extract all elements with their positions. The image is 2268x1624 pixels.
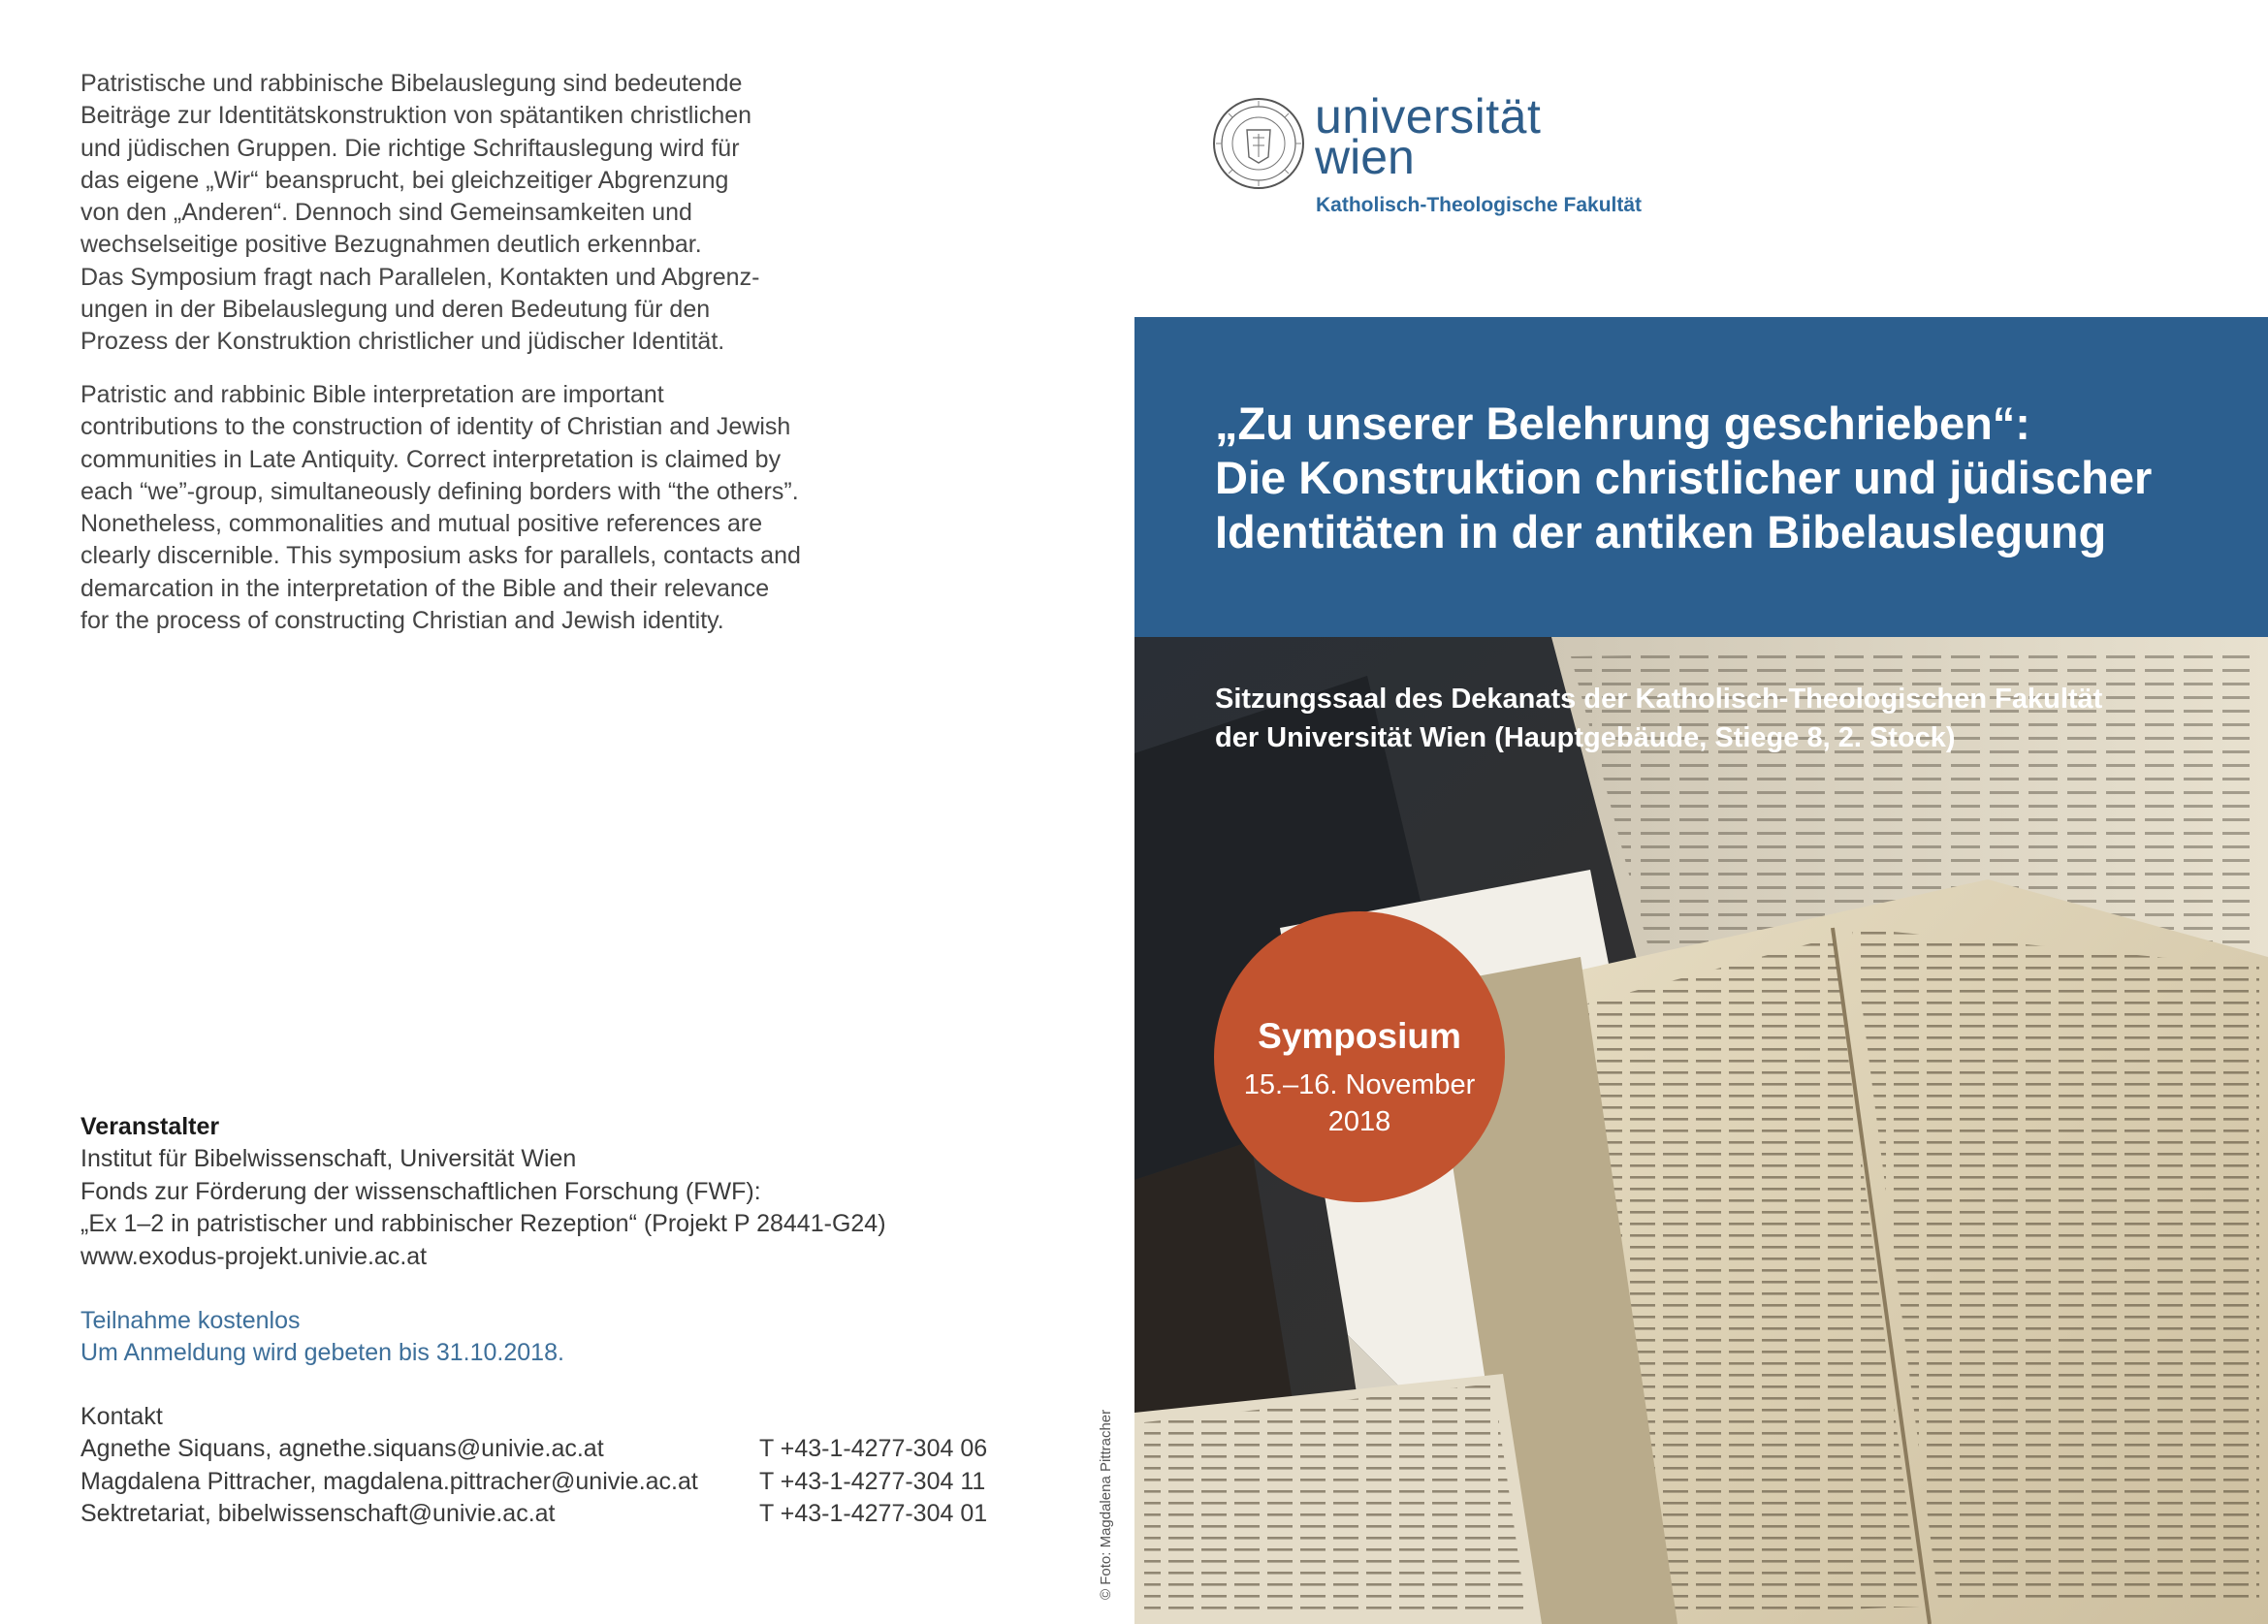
title-line: Identitäten in der antiken Bibelauslegung (1215, 506, 2107, 557)
registration-block (80, 1305, 564, 1370)
contact-phone: T +43-1-4277-304 11 (759, 1467, 986, 1495)
contact-phone: T +43-1-4277-304 06 (759, 1435, 988, 1463)
organizer-title: Veranstalter (80, 1113, 220, 1140)
intro-english: Patristic and rabbinic Bible interpretation are important contributions to the construction of identity of Christian and Jewish communities in Late Antiquity. Correct interpretation is claimed by each “we”-group, simultaneously defining borders with “the others”. Nonetheless, commonalities and mutual positive references are clearly discernible. This symposium asks for parallels, contacts and demarcation in the interpretation of the Bible and their relevance for the process of constructing Christian and Jewish identity. (80, 381, 801, 635)
organizer-line: „Ex 1–2 in patristischer und rabbinischer Rezeption“ (Projekt P 28441-G24) (80, 1210, 886, 1238)
venue-line: Sitzungssaal des Dekanats der Katholisch-Theologischen Fakultät (1215, 684, 2103, 715)
contact-name-email[interactable]: Agnethe Siquans, agnethe.siquans@univie.ac.at (80, 1435, 604, 1463)
registration-free: Teilnahme kostenlos (80, 1307, 301, 1334)
contact-block (80, 1401, 992, 1531)
right-panel (1134, 0, 2268, 1624)
contact-row (80, 1498, 992, 1530)
contact-row (80, 1466, 992, 1498)
badge-year: 2018 (1327, 1106, 1391, 1137)
contact-name-email[interactable]: Magdalena Pittracher, magdalena.pittracher@univie.ac.at (80, 1467, 698, 1495)
venue-line: der Universität Wien (Hauptgebäude, Stiege 8, 2. Stock) (1215, 722, 1956, 753)
contact-phone: T +43-1-4277-304 01 (759, 1500, 988, 1528)
contact-row (80, 1433, 992, 1465)
logo-wordmark-line2: wien (1315, 130, 1415, 184)
organizer-line: Institut für Bibelwissenschaft, Universität Wien (80, 1145, 577, 1173)
title-line: Die Konstruktion christlicher und jüdischer (1215, 452, 2153, 503)
contact-name-email[interactable]: Sektretariat, bibelwissenschaft@univie.ac.at (80, 1500, 556, 1528)
registration-deadline: Um Anmeldung wird gebeten bis 31.10.2018. (80, 1339, 564, 1367)
university-logo (1212, 89, 1600, 202)
organizer-block (80, 1111, 953, 1273)
university-seal-icon (1212, 97, 1305, 190)
badge-dates (1214, 1067, 1505, 1140)
title-line: „Zu unserer Belehrung geschrieben“: (1215, 398, 2030, 449)
venue-text (1215, 680, 2243, 757)
organizer-website-link[interactable]: www.exodus-projekt.univie.ac.at (80, 1242, 428, 1270)
badge-date-range: 15.–16. November (1243, 1069, 1476, 1100)
badge-label: Symposium (1258, 1016, 1461, 1056)
faculty-name: Katholisch-Theologische Fakultät (1316, 194, 1643, 216)
symposium-title (1215, 397, 2243, 559)
contact-title: Kontakt (80, 1403, 163, 1430)
organizer-line: Fonds zur Förderung der wissenschaftlichen Forschung (FWF): (80, 1177, 761, 1205)
photo-credit: © Foto: Magdalena Pittracher (1098, 1409, 1114, 1600)
symposium-date-badge (1214, 911, 1505, 1202)
title-banner (1134, 317, 2268, 637)
intro-german: Patristische und rabbinische Bibelauslegung sind bedeutende Beiträge zur Identitätskonstruktion von spätantiken christlichen und jüdischen Gruppen. Die richtige Schriftauslegung wird für das eigene „Wir“ beansprucht, bei gleichzeitiger Abgrenzung von den „Anderen“. Dennoch sind Gemeinsamkeiten und wechselseitige positive Bezugnahmen deutlich erkennbar. Das Symposium fragt nach Parallelen, Kontakten und Abgrenz- ungen in der Bibelauslegung und deren Bedeutung für den Prozess der Konstruktion christlicher und jüdischer Identität. (80, 70, 760, 356)
logo-wordmark-line1: universität (1315, 89, 1542, 143)
